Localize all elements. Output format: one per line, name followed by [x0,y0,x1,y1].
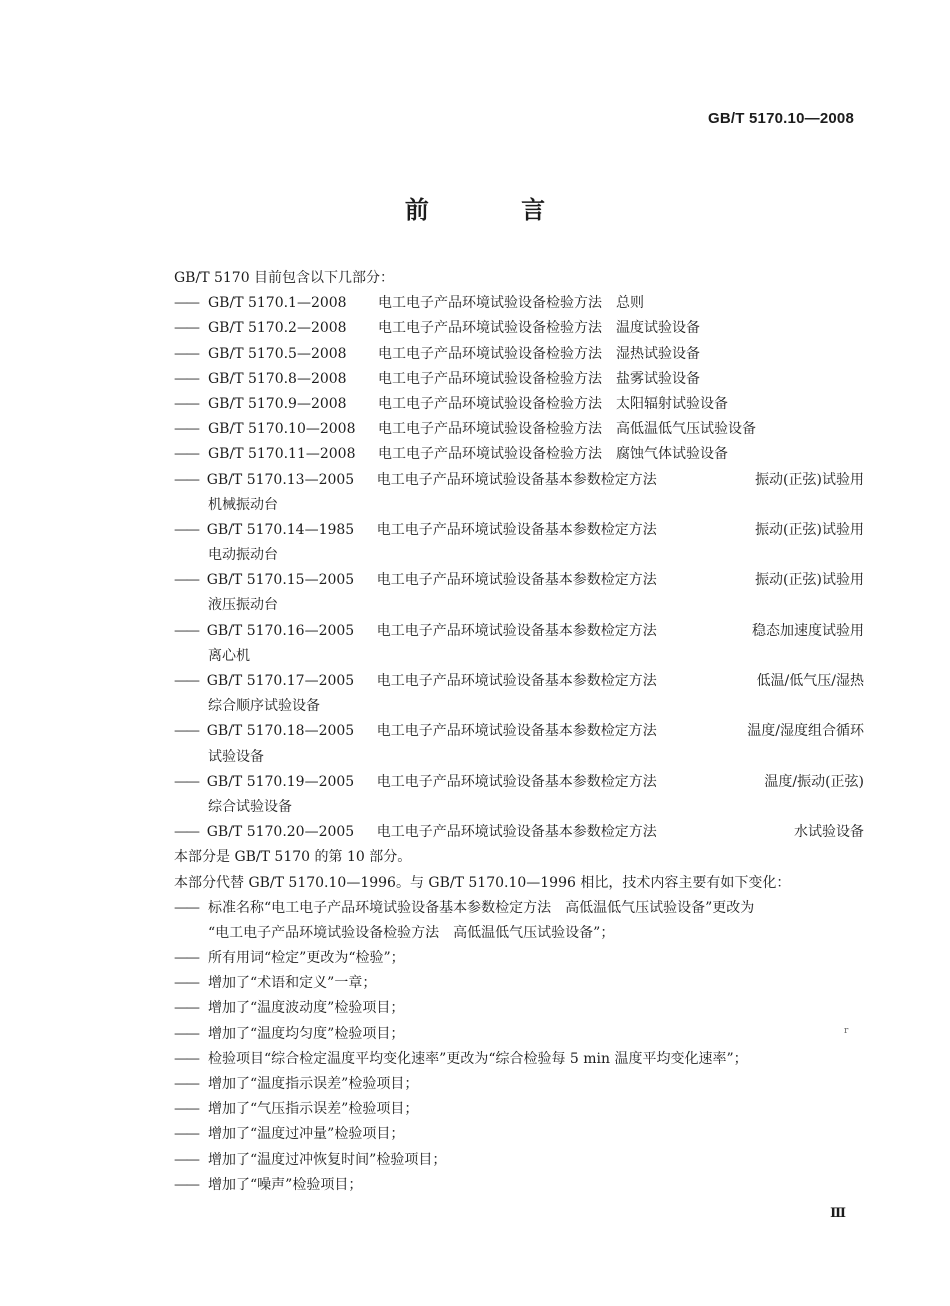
part-subject: 振动(正弦)试验用 [755,572,864,589]
list-item-continuation: 试验设备 [208,748,264,765]
part-title: 电工电子产品环境试验设备检验方法 [378,421,602,438]
standard-code: GB/T 5170.10—2008 [708,110,854,127]
part-code: GB/T 5170.17—2005 [206,673,355,689]
part-code: GB/T 5170.13—2005 [206,471,355,488]
changes-list [174,896,864,1198]
part-title: 电工电子产品环境试验设备基本参数检定方法 [376,824,657,841]
list-item [174,770,864,795]
part-code: GB/T 5170.19—2005 [206,773,355,790]
list-dash: —— [174,471,198,488]
spacer [602,442,616,467]
part-code: GB/T 5170.10—2008 [208,421,356,438]
part-subject: 总则 [616,295,644,312]
spacer [602,367,616,392]
change-item [174,1022,864,1047]
list-item [174,568,864,593]
change-text: 增加了“温度均匀度”检验项目； [208,1025,405,1042]
list-dash: —— [174,1000,198,1017]
list-item-content [207,619,864,644]
change-text: 标准名称“电工电子产品环境试验设备基本参数检定方法 高低温低气压试验设备”更改为 [208,899,755,916]
list-dash: —— [174,421,198,438]
list-dash: —— [174,1050,198,1067]
spacer [602,342,616,367]
list-dash: —— [174,572,198,589]
part-code: GB/T 5170.20—2005 [206,824,355,841]
part-code: GB/T 5170.15—2005 [206,572,355,589]
part-code: GB/T 5170.2—2008 [208,320,347,337]
list-item [174,392,864,417]
list-item [174,291,864,316]
change-text: 增加了“噪声”检验项目； [208,1176,363,1193]
change-item [174,971,864,996]
list-dash: —— [174,950,198,967]
intro-line: GB/T 5170 目前包含以下几部分： [174,270,395,286]
list-item [174,417,864,442]
list-item-left [207,468,657,493]
list-item [174,468,864,493]
part-code: GB/T 5170.8—2008 [208,370,347,387]
part-subject: 稳态加速度试验用 [752,622,864,639]
list-item-content [207,770,864,795]
part-subject: 太阳辐射试验设备 [616,395,728,412]
list-item-continuation: 电动振动台 [208,547,278,564]
part-subject: 温度/振动(正弦) [764,773,864,790]
part-subject: 高低温低气压试验设备 [616,421,756,438]
part-title: 电工电子产品环境试验设备检验方法 [378,370,602,387]
part-code: GB/T 5170.11—2008 [208,446,356,463]
list-dash: —— [174,1076,198,1092]
list-item-left [207,719,657,744]
list-item [174,669,864,694]
change-text: 检验项目“综合检定温度平均变化速率”更改为“综合检验每 5 min 温度平均变化速率”； [208,1050,748,1067]
part-subject: 低温/低气压/湿热 [756,673,864,689]
list-item-content [207,518,864,543]
list-item-left [207,669,657,694]
list-item-content [207,568,864,593]
scan-mark: r [844,1026,849,1036]
change-text: 增加了“温度过冲量”检验项目； [208,1126,405,1143]
list-item-continuation: 机械振动台 [208,496,278,513]
list-dash: —— [174,723,198,740]
change-text: 增加了“气压指示误差”检验项目； [208,1101,419,1118]
part-title: 电工电子产品环境试验设备基本参数检定方法 [376,723,657,740]
list-dash: —— [174,1151,198,1168]
page-number: Ⅲ [830,1206,846,1221]
list-item-continuation: 综合试验设备 [208,798,292,815]
part-subject: 腐蚀气体试验设备 [616,446,728,463]
list-dash: —— [174,673,198,689]
part-code: GB/T 5170.5—2008 [208,345,347,362]
part-title: 电工电子产品环境试验设备检验方法 [378,295,602,312]
list-item-continuation: 综合顺序试验设备 [208,698,320,715]
list-item [174,442,864,467]
list-item-left [207,568,657,593]
spacer [602,291,616,316]
list-item-left [207,619,657,644]
change-item [174,1148,864,1173]
list-dash: —— [174,1025,198,1042]
part-code: GB/T 5170.18—2005 [206,723,355,740]
list-dash: —— [174,899,198,916]
list-dash: —— [174,295,198,312]
list-item-continuation: 液压振动台 [208,597,278,614]
part-statement: 本部分是 GB/T 5170 的第 10 部分。 [174,849,412,866]
list-item-content [207,719,864,744]
spacer [602,417,616,442]
list-dash: —— [174,773,198,790]
list-dash: —— [174,975,198,992]
part-subject: 温度试验设备 [616,320,700,337]
list-item-content [207,669,864,694]
list-item-content [207,820,864,845]
part-code: GB/T 5170.16—2005 [206,622,355,639]
change-text: 增加了“术语和定义”一章； [208,975,377,992]
list-item-left [207,770,657,795]
change-text: 所有用词“检定”更改为“检验”； [208,950,405,967]
part-title: 电工电子产品环境试验设备检验方法 [378,395,602,412]
part-subject: 湿热试验设备 [616,345,700,362]
change-item [174,996,864,1021]
change-item [174,1047,864,1072]
section-title-foreword: 前 言 [404,196,588,224]
part-subject: 振动(正弦)试验用 [755,521,864,538]
spacer [602,316,616,341]
part-code: GB/T 5170.14—1985 [206,521,355,538]
list-item [174,619,864,644]
part-title: 电工电子产品环境试验设备基本参数检定方法 [376,622,657,639]
list-dash: —— [174,1126,198,1143]
part-subject: 水试验设备 [794,824,864,841]
change-text: 增加了“温度波动度”检验项目； [208,1000,405,1017]
spacer [602,392,616,417]
list-item [174,820,864,845]
part-title: 电工电子产品环境试验设备检验方法 [378,446,602,463]
list-dash: —— [174,1101,198,1118]
foreword-body [174,266,864,1198]
list-dash: —— [174,521,198,538]
list-item [174,367,864,392]
list-dash: —— [174,320,198,337]
list-dash: —— [174,345,198,362]
list-item [174,316,864,341]
replace-statement: 本部分代替 GB/T 5170.10—1996。与 GB/T 5170.10—1996 相比，技术内容主要有如下变化： [174,874,791,891]
part-subject: 盐雾试验设备 [616,370,700,387]
list-item [174,518,864,543]
list-item [174,719,864,744]
list-item-content [207,468,864,493]
part-title: 电工电子产品环境试验设备基本参数检定方法 [376,773,657,790]
part-subject: 振动(正弦)试验用 [755,471,864,488]
change-item [174,946,864,971]
change-text: 增加了“温度指示误差”检验项目； [208,1076,419,1092]
change-item-continuation: “电工电子产品环境试验设备检验方法 高低温低气压试验设备”； [208,924,615,941]
list-item-left [207,518,657,543]
part-title: 电工电子产品环境试验设备检验方法 [378,320,602,337]
part-title: 电工电子产品环境试验设备基本参数检定方法 [376,471,657,488]
change-item [174,1122,864,1147]
part-title: 电工电子产品环境试验设备基本参数检定方法 [376,673,657,689]
part-title: 电工电子产品环境试验设备检验方法 [378,345,602,362]
list-item-continuation: 离心机 [208,647,250,664]
change-item [174,896,864,921]
part-title: 电工电子产品环境试验设备基本参数检定方法 [376,521,657,538]
list-dash: —— [174,446,198,463]
list-dash: —— [174,622,198,639]
list-item [174,342,864,367]
list-dash: —— [174,370,198,387]
list-dash: —— [174,395,198,412]
part-code: GB/T 5170.1—2008 [208,295,347,312]
list-item-left [207,820,657,845]
change-item [174,1072,864,1097]
parts-list [174,291,864,845]
part-title: 电工电子产品环境试验设备基本参数检定方法 [376,572,657,589]
change-item [174,1173,864,1198]
change-text: 增加了“温度过冲恢复时间”检验项目； [208,1151,447,1168]
list-dash: —— [174,824,198,841]
list-dash: —— [174,1176,198,1193]
change-item [174,1097,864,1122]
part-code: GB/T 5170.9—2008 [208,395,347,412]
part-subject: 温度/湿度组合循环 [747,723,864,740]
